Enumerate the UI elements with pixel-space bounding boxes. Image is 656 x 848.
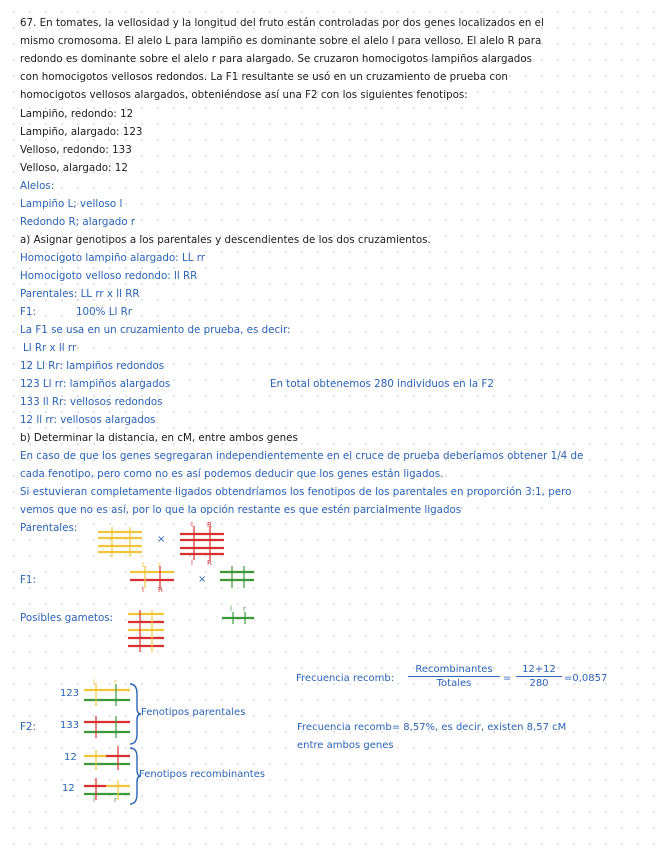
part-a-line-3: Parentales: LL rr x ll RR bbox=[20, 288, 140, 300]
group-parental-label: Fenotipos parentales bbox=[141, 707, 246, 718]
gamete-chromosomes bbox=[128, 610, 254, 652]
part-a-question: a) Asignar genotipos a los parentales y descendientes de los dos cruzamientos. bbox=[20, 234, 431, 246]
diagram-parentales-label: Parentales: bbox=[20, 522, 78, 534]
recomb-conclusion-2: entre ambos genes bbox=[297, 740, 394, 751]
recomb-result: =0,0857 bbox=[564, 673, 608, 684]
cross-symbol-parentales: × bbox=[157, 534, 166, 545]
f2-line-4: 12 ll rr: vellosos alargados bbox=[20, 414, 156, 426]
part-a-line-1: Homocigoto lampiño alargado: LL rr bbox=[20, 252, 206, 264]
part-a-f1-label: F1: bbox=[20, 306, 36, 318]
cross-symbol-f1: × bbox=[198, 574, 207, 585]
f2-line-1: 12 Ll Rr: lampiños redondos bbox=[20, 360, 165, 372]
problem-line-4: con homocigotos vellosos redondos. La F1 resultante se usó en un cruzamiento de prueba con bbox=[20, 71, 508, 83]
allele-mark-f1-3: l bbox=[142, 586, 144, 594]
allele-mark-red-3: l bbox=[191, 559, 193, 567]
allele-mark-red-4: R bbox=[207, 559, 212, 567]
allele-mark-red-2: R bbox=[207, 521, 212, 529]
allele-mark-f2-3: l bbox=[93, 796, 95, 804]
problem-line-1: 67. En tomates, la vellosidad y la longitud del fruto están controladas por dos genes localizados en el bbox=[20, 17, 544, 29]
brace-parental-icon bbox=[130, 684, 141, 744]
recomb-label: Frecuencia recomb: bbox=[296, 673, 395, 684]
alelos-line-2: Redondo R; alargado r bbox=[20, 216, 136, 228]
diagram-f1-label: F1: bbox=[20, 574, 36, 586]
tester-green-chromosomes bbox=[220, 566, 254, 588]
recomb-formula-denominator: Totales bbox=[436, 678, 472, 689]
f2-count-1: 123 bbox=[60, 688, 80, 699]
part-b-line-2: cada fenotipo, pero como no es así podemos deducir que los genes están ligados. bbox=[20, 468, 444, 480]
total-individuals: En total obtenemos 280 individuos en la F2 bbox=[270, 378, 494, 390]
allele-mark-f2-4: r bbox=[114, 796, 117, 804]
part-b-line-1: En caso de que los genes segregaran independientemente en el cruce de prueba deberíamos obtener 1/4 de bbox=[20, 450, 584, 462]
recomb-formula-fraction bbox=[408, 664, 500, 689]
diagram-f2-label: F2: bbox=[20, 721, 36, 733]
problem-line-3: redondo es dominante sobre el alelo r para alargado. Se cruzaron homocigotos lampiños alargados bbox=[20, 53, 533, 65]
diagram-gametos-label: Posibles gametos: bbox=[20, 612, 114, 624]
f1-chromosomes bbox=[130, 566, 174, 588]
phenotype-line-2: Lampiño, alargado: 123 bbox=[20, 126, 143, 138]
part-a-line-2: Homocigoto velloso redondo: ll RR bbox=[20, 270, 198, 282]
f2-count-3: 12 bbox=[64, 752, 77, 763]
allele-mark-f1-1: L bbox=[142, 561, 146, 569]
recomb-formula-numerator: Recombinantes bbox=[408, 664, 500, 677]
recomb-calc-fraction bbox=[516, 664, 562, 689]
f2-chromosomes bbox=[84, 684, 130, 800]
phenotype-line-4: Velloso, alargado: 12 bbox=[20, 162, 128, 174]
test-cross-genotypes: Ll Rr x ll rr bbox=[23, 342, 77, 354]
brace-recombinant-icon bbox=[130, 748, 141, 804]
allele-mark-gamete-1: l bbox=[230, 605, 232, 613]
alelos-title: Alelos: bbox=[20, 180, 55, 192]
allele-mark-f1-4: R bbox=[158, 586, 163, 594]
allele-mark-f1-2: r bbox=[158, 561, 161, 569]
allele-mark-red-1: l bbox=[191, 521, 193, 529]
alelos-line-1: Lampiño L; velloso l bbox=[20, 198, 123, 210]
phenotype-line-1: Lampiño, redondo: 12 bbox=[20, 108, 134, 120]
parental-red-chromosomes bbox=[180, 526, 224, 560]
allele-mark-f2-2: r bbox=[114, 678, 117, 686]
problem-line-2: mismo cromosoma. El alelo L para lampiño es dominante sobre el alelo l para velloso. El alelo R para bbox=[20, 35, 542, 47]
recomb-calc-numerator: 12+12 bbox=[516, 664, 562, 677]
part-b-line-3: Si estuvieran completamente ligados obtendríamos los fenotipos de los parentales en proporción 3:1, pero bbox=[20, 486, 572, 498]
recomb-equals: = bbox=[503, 673, 512, 684]
part-b-line-4: vemos que no es así, por lo que la opción restante es que estén parcialmente ligados bbox=[20, 504, 462, 516]
allele-mark-f2-1: L bbox=[93, 678, 97, 686]
f2-line-2: 123 Ll rr: lampiños alargados bbox=[20, 378, 171, 390]
group-recombinant-label: Fenotipos recombinantes bbox=[139, 769, 265, 780]
part-b-question: b) Determinar la distancia, en cM, entre ambos genes bbox=[20, 432, 298, 444]
recomb-calc-denominator: 280 bbox=[529, 678, 549, 689]
f2-count-4: 12 bbox=[62, 783, 75, 794]
phenotype-line-3: Velloso, redondo: 133 bbox=[20, 144, 132, 156]
part-a-f1-value: 100% Ll Rr bbox=[76, 306, 132, 318]
allele-mark-gamete-2: r bbox=[243, 605, 246, 613]
f2-count-2: 133 bbox=[60, 720, 80, 731]
f2-line-3: 133 ll Rr: vellosos redondos bbox=[20, 396, 163, 408]
parental-yellow-chromosomes bbox=[98, 527, 142, 557]
recomb-conclusion-1: Frecuencia recomb= 8,57%, es decir, existen 8,57 cM bbox=[297, 722, 567, 733]
problem-line-5: homocigotos vellosos alargados, obteniéndose así una F2 con los siguientes fenotipos: bbox=[20, 89, 468, 101]
test-cross-text: La F1 se usa en un cruzamiento de prueba, es decir: bbox=[20, 324, 291, 336]
